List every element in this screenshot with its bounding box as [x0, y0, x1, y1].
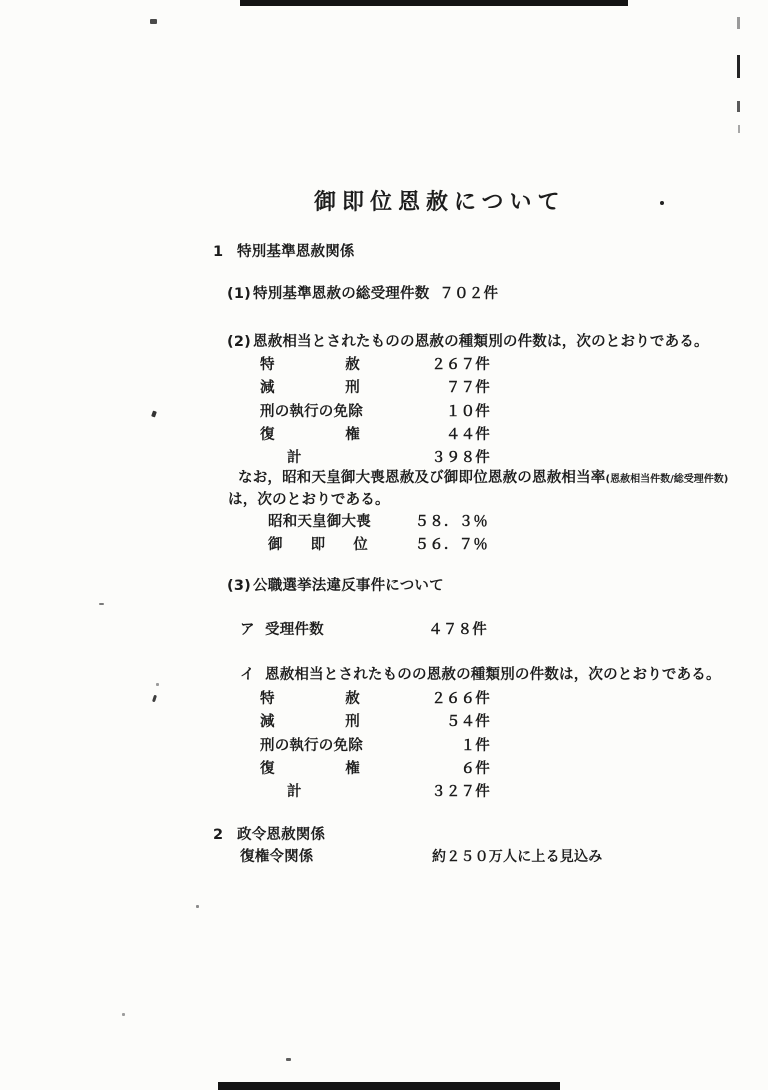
- row-name: 減刑: [260, 714, 360, 731]
- item-1-value: ７０２件: [439, 286, 499, 302]
- section-1-heading-text: 特別基準恩赦関係: [237, 244, 355, 260]
- table-row: [260, 427, 490, 450]
- rate-row: [268, 537, 488, 560]
- section-2-row: [240, 849, 700, 866]
- scan-speck: [156, 683, 159, 686]
- table-row: [260, 404, 490, 427]
- scan-speck: [122, 1013, 125, 1016]
- row-name: 昭和天皇御大喪: [268, 514, 371, 530]
- scan-speck: [150, 19, 157, 24]
- scan-speck: [196, 905, 199, 908]
- amnesty-type-table-1: [260, 357, 490, 473]
- item-3-line: [227, 578, 627, 595]
- row-value: ２６６件: [431, 691, 490, 707]
- sub-item-b: [240, 667, 720, 684]
- item-2-text: 恩赦相当とされたものの恩赦の種類別の件数は，次のとおりである。: [253, 334, 709, 350]
- row-name: 復権: [260, 760, 360, 777]
- note-paren-text: (恩赦相当件数/総受理件数): [605, 474, 729, 485]
- scan-speck: [151, 410, 157, 417]
- row-value: ５８．３％: [414, 514, 488, 530]
- scan-speck: [99, 603, 104, 605]
- sub-item-b-text: 恩赦相当とされたものの恩赦の種類別の件数は，次のとおりである。: [265, 667, 721, 683]
- document-title: 御即位恩赦について: [314, 190, 566, 215]
- table-row: [260, 714, 490, 737]
- amnesty-rate-table: [268, 514, 488, 561]
- item-1-line: [227, 286, 627, 303]
- sub-item-b-marker: イ: [240, 667, 255, 683]
- row-name: 特赦: [260, 357, 360, 373]
- scan-speck: [286, 1058, 291, 1061]
- scan-speck: [152, 695, 157, 703]
- note-line-1: [238, 470, 728, 488]
- note-line-2: は，次のとおりである。: [228, 492, 390, 508]
- row-value: ３２７件: [431, 784, 490, 801]
- section-1-number: 1: [213, 244, 224, 260]
- item-2-line: [227, 334, 707, 351]
- section-2-heading: [213, 827, 513, 844]
- row-value: ７７件: [445, 380, 490, 397]
- item-1-text: 特別基準恩赦の総受理件数: [253, 286, 430, 302]
- row-value: ２６７件: [431, 357, 490, 373]
- row-name: 御即位: [268, 537, 368, 554]
- row-value: ４４件: [445, 426, 490, 443]
- table-row: [260, 738, 490, 761]
- row-name: 刑の執行の免除: [260, 403, 363, 420]
- item-3-text: 公職選挙法違反事件について: [253, 578, 444, 594]
- note-line-1-text: なお，昭和天皇御大喪恩赦及び御即位恩赦の恩赦相当率: [238, 470, 606, 486]
- item-1-label: (1): [227, 286, 251, 302]
- row-name: 復権: [260, 426, 360, 443]
- scan-speck: [738, 125, 740, 133]
- table-total-row: [260, 784, 490, 807]
- section-1-heading: [213, 244, 513, 261]
- row-name: 刑の執行の免除: [260, 737, 363, 754]
- row-value: ５４件: [445, 714, 490, 731]
- sub-item-a-value: ４７８件: [428, 622, 487, 638]
- row-value: 約２５０万人に上る見込み: [432, 849, 603, 865]
- row-name: 復権令関係: [240, 849, 314, 865]
- scan-speck: [737, 101, 740, 112]
- row-name: 計: [287, 784, 302, 801]
- item-3-label: (3): [227, 578, 251, 594]
- sub-item-a: [240, 622, 487, 639]
- scan-edge-bar-bottom: [218, 1082, 560, 1090]
- item-2-label: (2): [227, 334, 251, 350]
- table-row: [260, 691, 490, 714]
- row-value: １件: [460, 737, 490, 754]
- row-value: ５６．７％: [414, 537, 488, 554]
- sub-item-a-text: 受理件数: [265, 622, 324, 638]
- table-row: [260, 357, 490, 380]
- scan-speck: [737, 17, 740, 29]
- row-name: 減刑: [260, 380, 360, 397]
- row-value: ６件: [460, 760, 490, 777]
- row-name: 計: [287, 450, 302, 467]
- scan-edge-bar-top: [240, 0, 628, 6]
- sub-item-a-marker: ア: [240, 622, 255, 638]
- table-row: [260, 761, 490, 784]
- row-name: 特赦: [260, 691, 360, 707]
- table-row: [260, 380, 490, 403]
- scan-speck: [737, 55, 740, 78]
- rate-row: [268, 514, 488, 537]
- row-value: １０件: [445, 403, 490, 420]
- section-2-heading-text: 政令恩赦関係: [237, 827, 326, 843]
- amnesty-type-table-2: [260, 691, 490, 807]
- row-value: ３９８件: [431, 450, 490, 467]
- scan-speck: [660, 201, 664, 205]
- section-2-number: 2: [213, 827, 224, 843]
